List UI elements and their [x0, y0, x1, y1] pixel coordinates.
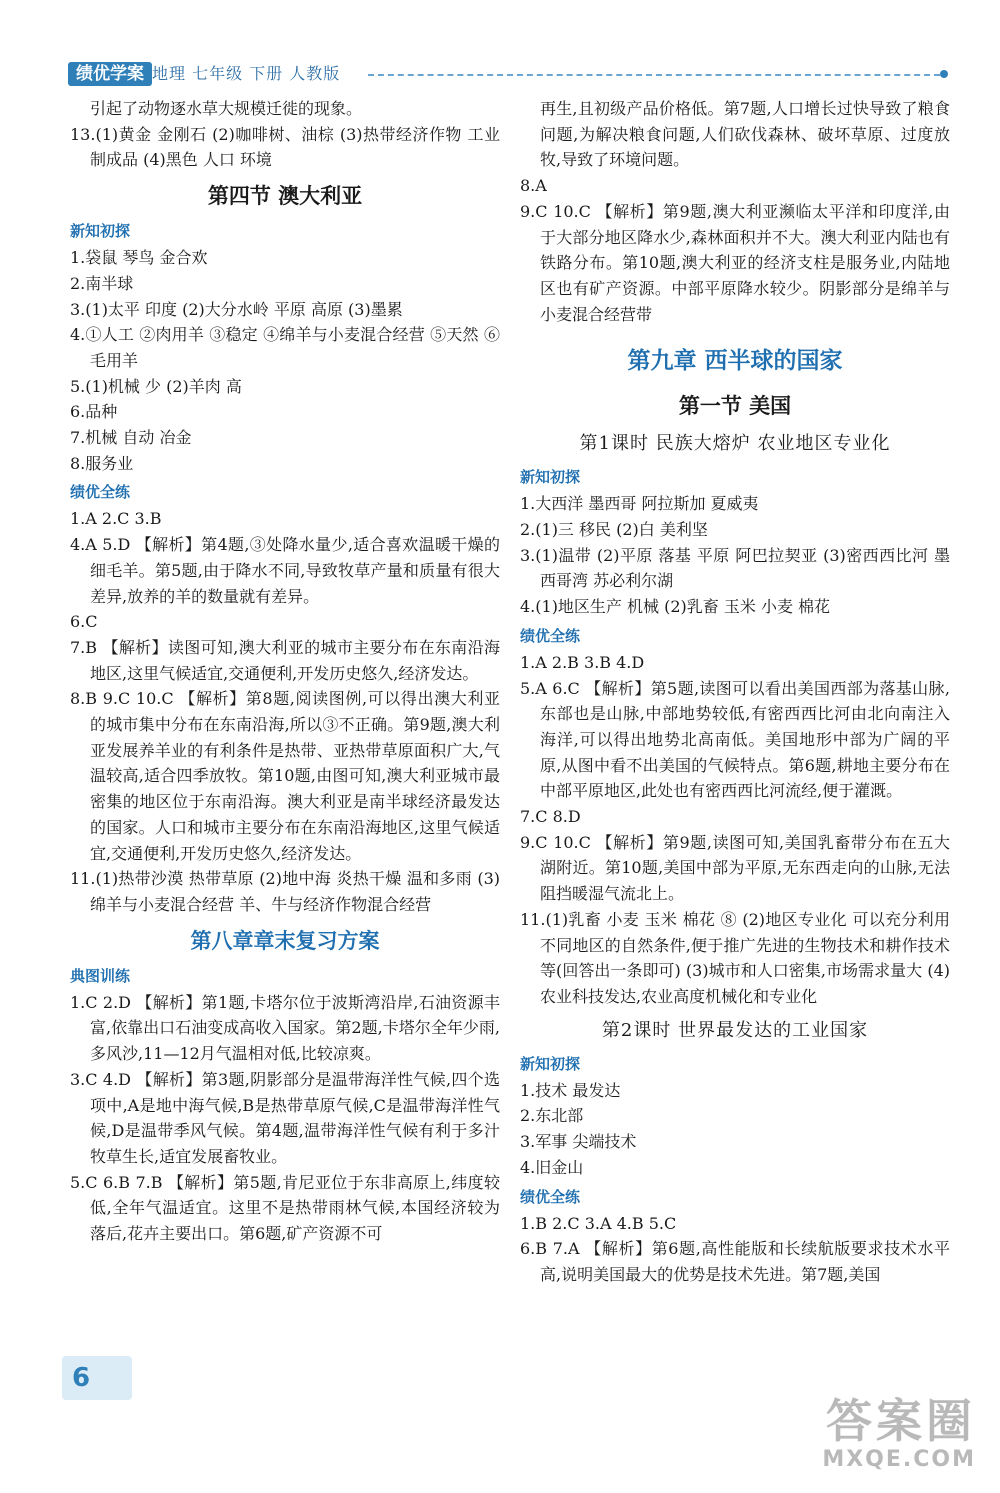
subsection-label: 新知初探 — [520, 468, 581, 487]
answer-text: 5.(1)机械 少 (2)羊肉 高 — [70, 376, 242, 396]
answer-text: 3.(1)太平 印度 (2)大分水岭 平原 高原 (3)墨累 — [70, 299, 403, 319]
answer-text: 再生,且初级产品价格低。第7题,人口增长过快导致了粮食问题,为解决粮食问题,人们砍伐森林、破坏草原、过度放牧,导致了环境问题。 — [540, 99, 950, 170]
answer-text: 4.①人工 ②肉用羊 ③稳定 ④绵羊与小麦混合经营 ⑤天然 ⑥毛用羊 — [70, 325, 500, 370]
watermark-title: 答案圈 — [826, 1394, 976, 1448]
answer-text: 9.C 10.C 【解析】第9题,澳大利亚濒临太平洋和印度洋,由于大部分地区降水少,森林面积并不大。澳大利亚内陆也有铁路分布。第10题,澳大利亚的经济支柱是服务业,内陆地区也有矿产资源。中部平原降水较少。阴影部分是绵羊与小麦混合经营带 — [520, 201, 950, 324]
answer-text: 1.B 2.C 3.A 4.B 5.C — [520, 1213, 677, 1233]
subsection-label: 绩优全练 — [70, 483, 131, 502]
subsection-label: 新知初探 — [70, 222, 131, 241]
lesson-title: 第2课时 世界最发达的工业国家 — [601, 1019, 869, 1041]
answer-text: 引起了动物逐水草大规模迁徙的现象。 — [90, 99, 363, 118]
left-column — [70, 96, 500, 1247]
answer-text: 9.C 10.C 【解析】第9题,读图可知,美国乳畜带分布在五大湖附近。第10题,美国中部为平原,无东西走向的山脉,无法阻挡暖湿气流北上。 — [520, 832, 950, 904]
watermark-url: MXQE.COM — [822, 1447, 976, 1472]
answer-text: 5.C 6.B 7.B 【解析】第5题,肯尼亚位于东非高原上,纬度较低,全年气温适宜。这里不是热带雨林气候,本国经济较为落后,花卉主要出口。第6题,矿产资源不可 — [70, 1172, 500, 1244]
right-column — [520, 96, 950, 1288]
answer-text: 5.A 6.C 【解析】第5题,读图可以看出美国西部为落基山脉,东部也是山脉,中部地势较低,有密西西比河由北向南注入海洋,可以得出地势北高南低。美国地形中部为广阔的平原,从图中看不出美国的气候特点。第6题,耕地主要分布在中部平原地区,此处也有密西西比河流经,便于灌溉。 — [520, 678, 950, 801]
answer-text: 1.A 2.C 3.B — [70, 509, 162, 529]
lesson-title: 第1课时 民族大熔炉 农业地区专业化 — [579, 433, 891, 455]
answer-text: 4.A 5.D 【解析】第4题,③处降水量少,适合喜欢温暖干燥的细毛羊。第5题,由于降水不同,导致牧草产量和质量有很大差异,放养的羊的数量就有差异。 — [70, 535, 500, 606]
section-title: 第八章章末复习方案 — [190, 928, 380, 953]
subsection-label: 绩优全练 — [520, 1187, 581, 1206]
answer-text: 7.C 8.D — [520, 807, 581, 827]
answer-text: 7.机械 自动 冶金 — [70, 428, 192, 448]
answer-text: 13.(1)黄金 金刚石 (2)咖啡树、油棕 (3)热带经济作物 工业制成品 (4)黑色 人口 环境 — [70, 124, 500, 170]
answer-text: 1.C 2.D 【解析】第1题,卡塔尔位于波斯湾沿岸,石油资源丰富,依靠出口石油变成高收入国家。第2题,卡塔尔全年少雨,多风沙,11—12月气温相对低,比较凉爽。 — [70, 992, 500, 1064]
answer-text: 1.袋鼠 琴鸟 金合欢 — [70, 248, 208, 268]
answer-text: 3.C 4.D 【解析】第3题,阴影部分是温带海洋性气候,四个选项中,A是地中海气候,B是热带草原气候,C是温带海洋性气候,D是温带季风气候。第4题,温带海洋性气候有利于多汁牧草生长,适宜发展畜牧业。 — [70, 1069, 500, 1166]
header-dot-icon — [940, 70, 948, 78]
answer-text: 2.南半球 — [70, 273, 134, 293]
answer-text: 4.旧金山 — [520, 1157, 584, 1177]
answer-text: 8.A — [520, 176, 547, 196]
answer-text: 6.B 7.A 【解析】第6题,高性能版和长续航版要求技术水平高,说明美国最大的优势是技术先进。第7题,美国 — [520, 1239, 950, 1284]
answer-text: 8.B 9.C 10.C 【解析】第8题,阅读图例,可以得出澳大利亚的城市集中分布在东南沿海,所以③不正确。第9题,澳大利亚发展养羊业的有利条件是热带、亚热带草原面积广大,气温较高,适合四季放牧。第10题,由图可知,澳大利亚城市最密集的地区位于东南沿海。澳大利亚是南半球经济最发达的国家。人口和城市主要分布在东南沿海地区,这里气候适宜,交通便利,开发历史悠久,经济发达。 — [70, 689, 500, 863]
answer-text: 8.服务业 — [70, 453, 134, 473]
answer-text: 3.军事 尖端技术 — [520, 1132, 637, 1152]
header-divider — [368, 74, 940, 76]
brand-badge: 绩优学案 — [68, 62, 152, 86]
answer-text: 6.C — [70, 612, 98, 632]
section-title: 第一节 美国 — [678, 394, 792, 419]
chapter-title: 第九章 西半球的国家 — [627, 348, 843, 375]
page-number: 6 — [72, 1363, 91, 1393]
answer-text: 1.技术 最发达 — [520, 1080, 621, 1100]
answer-text: 6.品种 — [70, 402, 118, 422]
answer-text: 1.大西洋 墨西哥 阿拉斯加 夏威夷 — [520, 494, 759, 514]
subsection-label: 绩优全练 — [520, 626, 581, 645]
answer-text: 2.东北部 — [520, 1106, 584, 1126]
subsection-label: 新知初探 — [520, 1054, 581, 1073]
answer-text: 11.(1)热带沙漠 热带草原 (2)地中海 炎热干燥 温和多雨 (3)绵羊与小麦混合经营 羊、牛与经济作物混合经营 — [70, 869, 500, 914]
section-title: 第四节 澳大利亚 — [207, 184, 363, 209]
answer-text: 1.A 2.B 3.B 4.D — [520, 652, 645, 672]
subject-info: 地理 七年级 下册 人教版 — [152, 64, 341, 83]
answer-text: 11.(1)乳畜 小麦 玉米 棉花 ⑧ (2)地区专业化 可以充分利用不同地区的自然条件,便于推广先进的生物技术和耕作技术等(回答出一条即可) (3)城市和人口密集,市场需求量大 (4)农业科技发达,农业高度机械化和专业化 — [520, 909, 950, 1006]
answer-text: 2.(1)三 移民 (2)白 美利坚 — [520, 520, 708, 540]
subsection-label: 典图训练 — [70, 966, 131, 985]
page-header — [68, 62, 948, 90]
watermark — [822, 1395, 976, 1473]
answer-text: 4.(1)地区生产 机械 (2)乳畜 玉米 小麦 棉花 — [520, 597, 831, 617]
answer-text: 3.(1)温带 (2)平原 落基 平原 阿巴拉契亚 (3)密西西比河 墨西哥湾 苏必利尔湖 — [520, 545, 950, 591]
answer-text: 7.B 【解析】读图可知,澳大利亚的城市主要分布在东南沿海地区,这里气候适宜,交通便利,开发历史悠久,经济发达。 — [70, 637, 500, 683]
